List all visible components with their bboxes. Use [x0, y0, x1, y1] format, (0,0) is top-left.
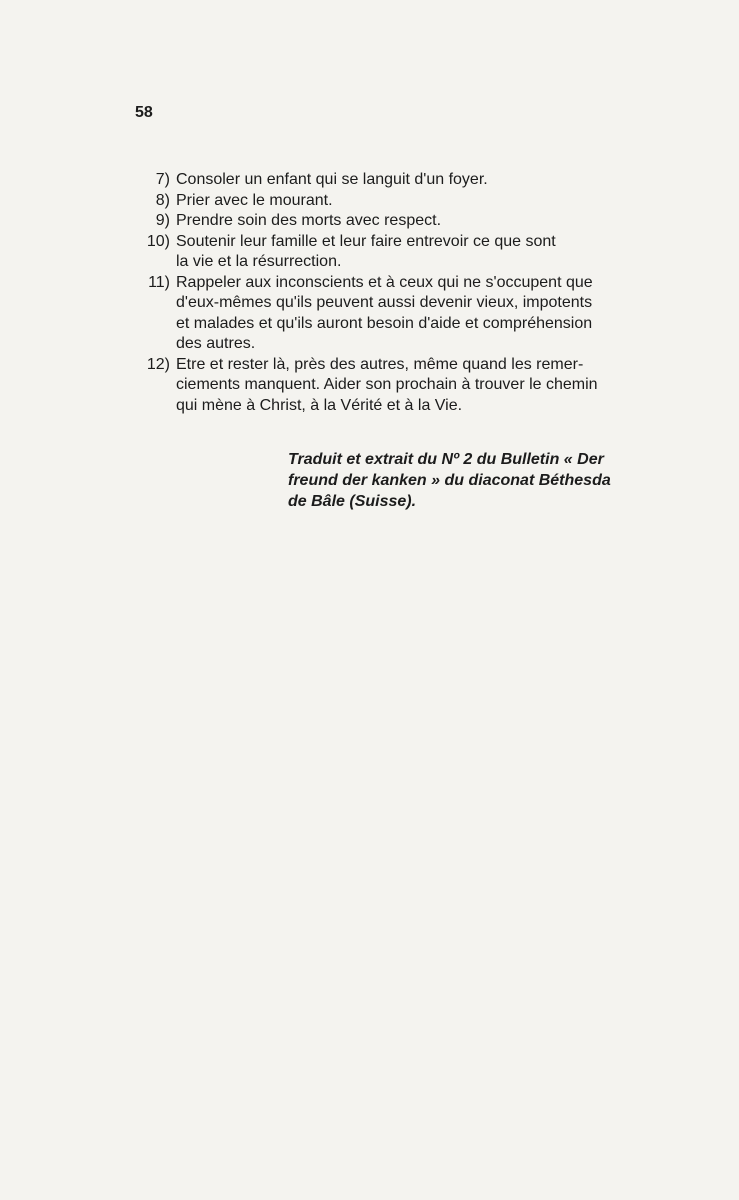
- item-line: Soutenir leur famille et leur faire entrevoir ce que sont: [176, 232, 556, 250]
- item-line: Etre et rester là, près des autres, même quand les remer-: [176, 355, 584, 373]
- list-item: [120, 232, 660, 273]
- item-number: 9): [155, 212, 170, 229]
- citation-line: Traduit et extrait du Nº 2 du Bulletin « Der: [288, 451, 604, 468]
- list-item: [120, 355, 660, 417]
- item-line: Prendre soin des morts avec respect.: [176, 212, 442, 229]
- list-item: [120, 211, 660, 232]
- item-text: [170, 273, 660, 355]
- item-text: [170, 191, 660, 212]
- citation-line: de Bâle (Suisse).: [288, 493, 417, 510]
- list-item: [120, 170, 660, 191]
- item-text: [170, 170, 660, 191]
- item-line: la vie et la résurrection.: [176, 253, 342, 270]
- item-text: [170, 232, 660, 273]
- citation-line: freund der kanken » du diaconat Béthesda: [288, 472, 611, 489]
- item-number: 11): [148, 273, 170, 291]
- item-text: [170, 355, 660, 417]
- item-line: Consoler un enfant qui se languit d'un foyer.: [176, 171, 488, 188]
- item-number: 8): [155, 191, 170, 209]
- item-line: Rappeler aux inconscients et à ceux qui ne s'occupent que: [176, 273, 593, 291]
- item-text: [170, 211, 660, 232]
- item-number: 10): [146, 232, 170, 250]
- item-line: qui mène à Christ, à la Vérité et à la Vie.: [176, 396, 463, 414]
- item-line: des autres.: [176, 335, 256, 352]
- item-number: 12): [146, 355, 170, 373]
- page-number: 58: [135, 104, 153, 121]
- item-line: et malades et qu'ils auront besoin d'aide et compréhension: [176, 314, 593, 332]
- numbered-list: [120, 170, 660, 416]
- item-line: d'eux-mêmes qu'ils peuvent aussi devenir vieux, impotents: [176, 294, 593, 311]
- list-item: [120, 273, 660, 355]
- item-number: 7): [155, 171, 170, 188]
- item-line: Prier avec le mourant.: [176, 191, 333, 209]
- source-citation: [288, 449, 668, 512]
- list-item: [120, 191, 660, 212]
- item-line: ciements manquent. Aider son prochain à trouver le chemin: [176, 376, 598, 393]
